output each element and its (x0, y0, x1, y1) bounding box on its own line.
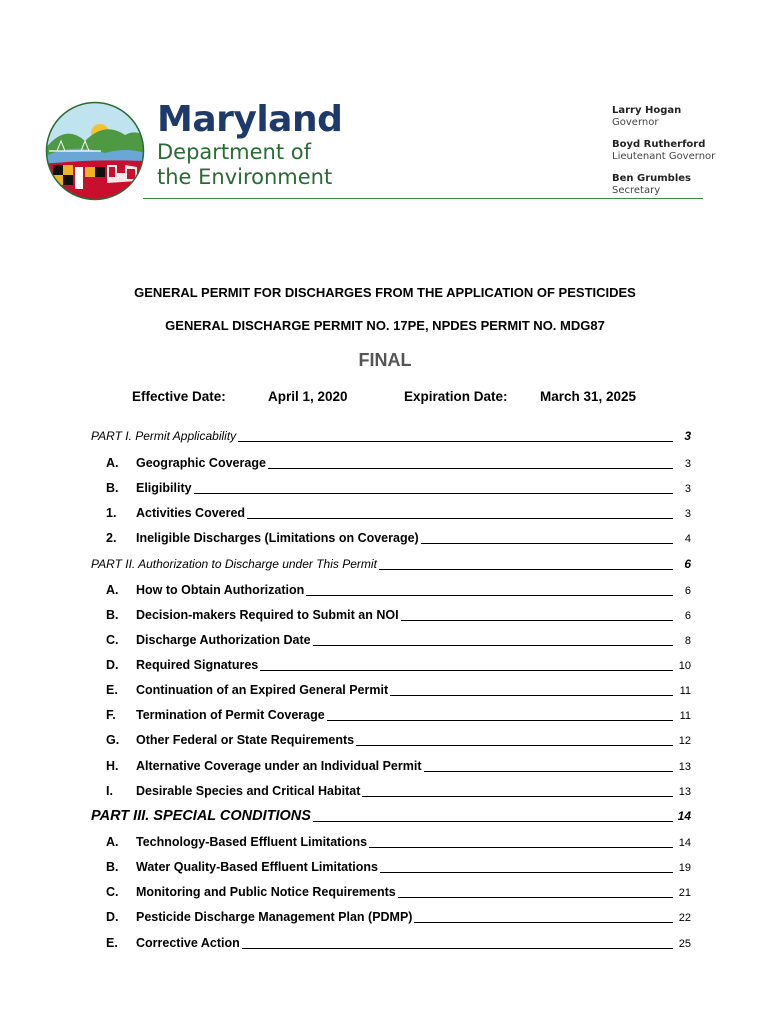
toc-item-label: Technology-Based Effluent Limitations (136, 835, 368, 849)
toc-page-number: 3 (684, 429, 691, 443)
toc-leader (306, 595, 673, 596)
toc-leader (313, 821, 673, 822)
toc-item-label: Pesticide Discharge Management Plan (PDMP) (136, 910, 413, 924)
toc-leader (398, 897, 673, 898)
toc-part-3[interactable] (91, 808, 691, 824)
toc-leader (424, 771, 674, 772)
toc-item-label: Discharge Authorization Date (136, 633, 311, 647)
toc-page-number: 10 (678, 660, 691, 672)
toc-page-number: 13 (678, 786, 691, 798)
toc-item[interactable] (106, 885, 691, 899)
toc-page-number: 6 (684, 557, 691, 571)
toc-item[interactable] (106, 456, 691, 470)
document-title: GENERAL PERMIT FOR DISCHARGES FROM THE APPLICATION OF PESTICIDES (134, 285, 636, 300)
toc-item-marker: H. (106, 759, 119, 773)
toc-part-label: PART I. Permit Applicability (91, 429, 237, 443)
toc-item-label: Eligibility (136, 481, 192, 495)
toc-item[interactable] (106, 658, 691, 672)
toc-item-marker: C. (106, 633, 119, 647)
agency-subtitle-line2: the Environment (157, 165, 333, 189)
toc-item[interactable] (106, 733, 691, 747)
toc-page-number: 19 (678, 862, 691, 874)
toc-page-number: 13 (678, 761, 691, 773)
toc-page-number: 8 (684, 635, 691, 647)
officials-list (612, 105, 715, 207)
toc-item-label: Corrective Action (136, 936, 240, 950)
toc-item-marker: E. (106, 936, 118, 950)
toc-item[interactable] (106, 633, 691, 647)
toc-item-label: Continuation of an Expired General Permit (136, 683, 389, 697)
official-name: Larry Hogan (612, 105, 682, 116)
toc-item[interactable] (106, 784, 691, 798)
toc-leader (421, 543, 673, 544)
toc-leader (414, 922, 673, 923)
toc-leader (327, 720, 673, 721)
effective-date-label: Effective Date: (132, 389, 226, 404)
toc-page-number: 6 (684, 610, 691, 622)
toc-page-number: 4 (684, 533, 691, 545)
toc-item-marker: A. (106, 835, 119, 849)
toc-page-number: 14 (677, 809, 691, 823)
toc-leader (247, 518, 673, 519)
toc-part-1[interactable] (91, 429, 691, 443)
toc-item-marker: 1. (106, 506, 117, 520)
toc-leader (390, 695, 673, 696)
toc-item[interactable] (106, 759, 691, 773)
toc-item-label: Monitoring and Public Notice Requirements (136, 885, 396, 899)
toc-page-number: 14 (678, 837, 691, 849)
toc-item-marker: B. (106, 481, 119, 495)
official-title: Secretary (612, 185, 661, 196)
agency-subtitle-line1: Department of (157, 140, 311, 164)
document-status: FINAL (358, 350, 412, 370)
toc-item-label: Termination of Permit Coverage (136, 708, 325, 722)
toc-item[interactable] (106, 860, 691, 874)
toc-item[interactable] (106, 531, 691, 545)
toc-item-label: Other Federal or State Requirements (136, 733, 355, 747)
toc-page-number: 3 (684, 458, 691, 470)
agency-block (157, 100, 342, 190)
toc-part-2[interactable] (91, 557, 691, 571)
toc-item-label: Geographic Coverage (136, 456, 266, 470)
toc-page-number: 21 (678, 887, 691, 899)
toc-page-number: 6 (684, 585, 691, 597)
header-divider (143, 198, 703, 199)
toc-item-label: Ineligible Discharges (Limitations on Coverage) (136, 531, 419, 545)
toc-item-label: How to Obtain Authorization (136, 583, 305, 597)
toc-item[interactable] (106, 708, 691, 722)
toc-item[interactable] (106, 583, 691, 597)
toc-leader (356, 745, 673, 746)
toc-item-label: Required Signatures (136, 658, 259, 672)
toc-item-label: Water Quality-Based Effluent Limitations (136, 860, 378, 874)
toc-item[interactable] (106, 835, 691, 849)
toc-item-label: Desirable Species and Critical Habitat (136, 784, 361, 798)
document-subtitle: GENERAL DISCHARGE PERMIT NO. 17PE, NPDES PERMIT NO. MDG87 (165, 318, 605, 333)
official-title: Lieutenant Governor (612, 151, 716, 162)
toc-leader (362, 796, 673, 797)
toc-item-marker: F. (106, 708, 116, 722)
toc-page-number: 22 (678, 912, 691, 924)
toc-page-number: 12 (678, 735, 691, 747)
toc-item[interactable] (106, 910, 691, 924)
toc-item[interactable] (106, 506, 691, 520)
expiration-date-value: March 31, 2025 (540, 389, 637, 404)
toc-item-marker: D. (106, 910, 119, 924)
toc-item-marker: I. (106, 784, 113, 798)
agency-name: Maryland (157, 99, 343, 140)
toc-page-number: 11 (679, 685, 691, 697)
toc-leader (401, 620, 673, 621)
toc-item-marker: 2. (106, 531, 117, 545)
toc-leader (313, 645, 673, 646)
toc-item-marker: A. (106, 456, 119, 470)
toc-leader (238, 441, 673, 442)
toc-item-label: Alternative Coverage under an Individual Permit (136, 759, 422, 773)
toc-leader (268, 468, 673, 469)
toc-leader (379, 569, 673, 570)
official-secretary (612, 173, 715, 196)
official-title: Governor (612, 117, 659, 128)
toc-item-marker: B. (106, 608, 119, 622)
toc-page-number: 25 (678, 938, 691, 950)
expiration-date-label: Expiration Date: (404, 389, 508, 404)
toc-item-label: Decision-makers Required to Submit an NOI (136, 608, 399, 622)
toc-item[interactable] (106, 481, 691, 495)
toc-page-number: 11 (679, 710, 691, 722)
official-name: Ben Grumbles (612, 173, 692, 184)
toc-item[interactable] (106, 683, 691, 697)
toc-leader (260, 670, 673, 671)
toc-item[interactable] (106, 608, 691, 622)
toc-part-label: PART II. Authorization to Discharge under This Permit (91, 557, 377, 571)
toc-item[interactable] (106, 936, 691, 950)
toc-item-marker: G. (106, 733, 120, 747)
official-lieutenant-governor (612, 139, 715, 162)
toc-leader (194, 493, 673, 494)
toc-leader (369, 847, 673, 848)
toc-item-marker: C. (106, 885, 119, 899)
toc-leader (242, 948, 673, 949)
toc-page-number: 3 (684, 483, 691, 495)
toc-item-marker: E. (106, 683, 118, 697)
toc-part-label: PART III. SPECIAL CONDITIONS (91, 808, 311, 824)
toc-item-marker: B. (106, 860, 119, 874)
official-name: Boyd Rutherford (612, 139, 706, 150)
official-governor (612, 105, 715, 128)
effective-date-value: April 1, 2020 (268, 389, 348, 404)
mde-logo (45, 101, 145, 201)
toc-item-marker: A. (106, 583, 119, 597)
toc-item-marker: D. (106, 658, 119, 672)
toc-leader (380, 872, 673, 873)
toc-page-number: 3 (684, 508, 691, 520)
toc-item-label: Activities Covered (136, 506, 246, 520)
